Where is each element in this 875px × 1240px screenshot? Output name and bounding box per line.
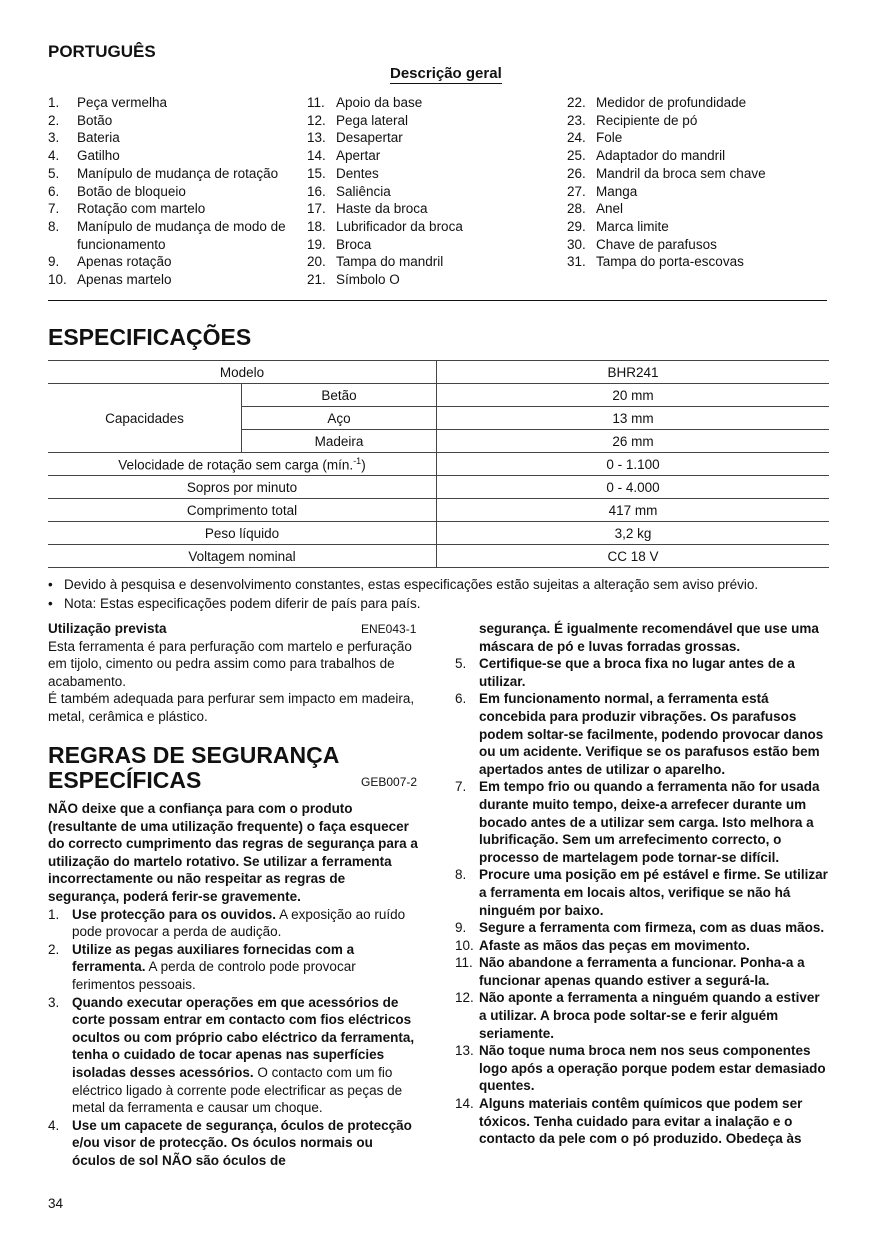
rule-bold-text: Use um capacete de segurança, óculos de protecção e/ou visor de protecção. Os óculos normais ou óculos de sol NÃO são óculos de [72,1117,412,1168]
part-number: 20. [307,254,326,270]
part-name: Broca [336,236,372,252]
part-number: 5. [48,165,60,181]
rule-bold-text: Segure a ferramenta com firmeza, com as duas mãos. [479,920,825,936]
list-item [567,147,837,165]
safety-title-line2: ESPECÍFICAS [48,767,202,793]
part-name: Dentes [336,165,379,181]
list-item [48,994,420,1117]
part-number: 25. [567,148,586,164]
intended-use-code: ENE043-1 [361,622,417,636]
list-item [455,1095,830,1148]
table-row [48,384,829,407]
part-number: 17. [307,201,326,217]
capacities-label: Capacidades [48,384,242,453]
part-number: 11. [307,95,325,110]
list-item [307,200,565,218]
part-name: Saliência [336,183,391,199]
spec-note-text: Nota: Estas especificações podem diferir de país para país. [64,596,421,611]
spec-value: 417 mm [437,499,830,522]
part-name: Botão de bloqueio [77,183,186,199]
intended-use-title: Utilização prevista [48,621,167,636]
spec-label: Voltagem nominal [48,545,437,568]
part-name: Bateria [77,130,120,146]
list-item [307,129,565,147]
list-item [455,937,830,955]
page-number: 34 [48,1196,64,1211]
rule-text [72,906,420,941]
part-name: Recipiente de pó [596,112,698,128]
list-item [307,183,565,201]
list-item [455,1042,830,1095]
specs-title: ESPECIFICAÇÕES [48,324,252,350]
rule-normal-text: O contacto com um fio eléctrico ligado à corrente pode electrificar as peças de metal da ferramenta e causar um choque. [72,1064,403,1116]
list-item [455,778,830,866]
rule-text [479,1095,830,1148]
list-item [48,271,306,289]
rule-normal-text: A exposição ao ruído pode provocar a perda de audição. [72,906,406,940]
part-number: 19. [307,236,326,252]
part-name: Apenas martelo [77,272,172,288]
list-item [307,218,565,236]
section-divider [48,300,827,301]
table-row [48,361,829,384]
list-item [455,989,830,1042]
part-number: 18. [307,218,326,234]
table-row [48,453,829,476]
list-item [455,690,830,778]
part-number: 7. [48,201,60,217]
table-row [48,499,829,522]
rule-text [479,1042,830,1095]
rule-bold-text: Procure uma posição em pé estável e firme. Se utilizar a ferramenta em locais altos, verifique se não há ninguém por baixo. [479,867,828,918]
bullet-icon: • [48,596,53,611]
part-name: Haste da broca [336,201,428,217]
model-label: Modelo [48,361,437,384]
spec-label: Peso líquido [48,522,437,545]
capacity-label: Aço [242,407,437,430]
rule-number: 10. [455,937,474,953]
part-name: Apertar [336,148,381,164]
speed-label-text: Velocidade de rotação sem carga (mín. [118,457,354,473]
part-number: 10. [48,272,67,288]
list-item [48,200,306,218]
list-item [455,620,830,655]
rule-bold-text: Utilize as pegas auxiliares fornecidas com a ferramenta. [72,941,355,975]
part-name: Tampa do porta-escovas [596,254,744,270]
part-name: Adaptador do mandril [596,148,726,164]
part-number: 29. [567,218,586,234]
speed-label [48,453,437,476]
rule-number: 14. [455,1096,474,1112]
rule-text [479,778,830,866]
rule-text [479,866,830,919]
safety-rules-right [455,655,830,1148]
rule-text [479,989,830,1042]
part-number: 4. [48,148,60,164]
part-number: 8. [48,218,60,234]
safety-left-column [48,800,420,1169]
rule-number: 2. [48,941,60,957]
part-number: 21. [307,272,326,288]
list-item [48,1117,420,1170]
part-number: 15. [307,165,326,181]
spec-note [48,594,758,613]
part-name: Manga [596,183,638,199]
bullet-icon: • [48,577,53,592]
list-item [567,253,837,271]
safety-title [48,743,339,793]
parts-column-2 [307,94,565,289]
part-name: Fole [596,130,623,146]
part-number: 31. [567,254,586,270]
rule-text [72,994,420,1117]
speed-value: 0 - 1.100 [437,453,830,476]
part-name: Peça vermelha [77,95,168,110]
rule-number: 12. [455,990,474,1006]
part-name: Tampa do mandril [336,254,444,270]
list-item [48,218,306,253]
list-item [455,866,830,919]
part-name: Pega lateral [336,112,409,128]
rule-text [479,937,830,955]
list-item [567,94,837,112]
table-row [48,522,829,545]
rule-number: 4. [48,1117,60,1133]
rule-text [72,1117,420,1170]
part-name: Apoio da base [336,95,423,110]
rule-text [479,954,830,989]
part-number: 9. [48,254,60,270]
part-name: Manípulo de mudança de modo de funcionamento [77,218,286,252]
speed-label-close: ) [361,457,366,473]
safety-title-line1: REGRAS DE SEGURANÇA [48,742,340,768]
part-number: 24. [567,130,586,146]
rule-number: 13. [455,1043,474,1059]
spec-value: 3,2 kg [437,522,830,545]
part-name: Mandril da broca sem chave [596,165,766,181]
rule-bold-text: Não aponte a ferramenta a ninguém quando a estiver a utilizar. A broca pode soltar-se e ferir alguém seriamente. [479,990,820,1041]
part-name: Medidor de profundidade [596,95,747,110]
part-number: 3. [48,130,60,146]
part-number: 22. [567,95,586,110]
rule-bold-text: Não toque numa broca nem nos seus componentes logo após a operação porque podem estar demasiado quentes. [479,1043,826,1094]
table-row [48,545,829,568]
list-item [567,236,837,254]
list-item [48,94,306,112]
rule-text [479,655,830,690]
list-item [48,253,306,271]
part-name: Manípulo de mudança de rotação [77,165,279,181]
list-item [455,655,830,690]
table-row [48,476,829,499]
list-item [567,165,837,183]
capacity-value: 20 mm [437,384,830,407]
list-item [48,112,306,130]
rule-bold-text: Afaste as mãos das peças em movimento. [479,937,750,953]
part-name: Desapertar [336,130,403,146]
spec-note-text: Devido à pesquisa e desenvolvimento constantes, estas especificações estão sujeitas a alteração sem aviso prévio. [64,577,759,592]
rule-number: 6. [455,691,467,707]
rule-bold-text: Alguns materiais contêm químicos que podem ser tóxicos. Tenha cuidado para evitar a inalação e o contacto da pele com o pó produzido. Obedeça às [479,1096,803,1147]
model-value: BHR241 [437,361,830,384]
safety-rules-left [48,906,420,1170]
list-item [567,112,837,130]
list-item [48,906,420,941]
rule-number: 1. [48,906,60,922]
part-name: Anel [596,201,624,217]
capacity-value: 13 mm [437,407,830,430]
rule-bold-text: Quando executar operações em que acessórios de corte possam entrar em contacto com fios eléctricos ocultos ou com próprio cabo eléctrico da ferramenta, tenha o cuidado de tocar apenas nas superfícies isoladas desses acessórios. [72,994,415,1080]
list-item [307,253,565,271]
part-name: Rotação com martelo [77,201,206,217]
part-number: 2. [48,112,60,128]
language-heading: PORTUGUÊS [48,42,156,61]
rule-bold-text: Não abandone a ferramenta a funcionar. Ponha-a a funcionar apenas quando estiver a segurá-la. [479,955,805,988]
list-item [455,954,830,989]
part-number: 27. [567,183,586,199]
spec-value: 0 - 4.000 [437,476,830,499]
list-item [48,165,306,183]
rule-number: 5. [455,656,467,672]
rule-number: 3. [48,994,60,1010]
safety-code: GEB007-2 [361,775,418,789]
spec-notes [48,575,758,613]
rule-number: 8. [455,867,467,883]
rule-number: 7. [455,779,467,795]
list-item [567,218,837,236]
rule-number: 9. [455,920,467,936]
part-number: 16. [307,183,326,199]
rule-normal-text: A perda de controlo pode provocar ferimentos pessoais. [72,959,356,992]
part-name: Lubrificador da broca [336,218,463,234]
list-item [48,129,306,147]
rule-4-continuation: segurança. É igualmente recomendável que use uma máscara de pó e luvas forradas grossas. [479,621,819,654]
intended-use-p2: É também adequada para perfurar sem impacto em madeira, metal, cerâmica e plástico. [48,691,415,724]
list-item [307,112,565,130]
intended-use-p1: Esta ferramenta é para perfuração com martelo e perfuração em tijolo, cimento ou pedra assim como para trabalhos de acabamento. [48,638,412,689]
specs-table [48,360,829,568]
list-item [48,941,420,994]
list-item [307,147,565,165]
part-name: Marca limite [596,218,669,234]
list-item [307,236,565,254]
safety-right-column [455,620,830,1148]
part-name: Símbolo O [336,272,400,288]
safety-intro: NÃO deixe que a confiança para com o produto (resultante de uma utilização frequente) o faça esquecer do correcto cumprimento das regras de segurança para a utilização do martelo rotativo. Se utilizar a ferramenta incorrectamente ou não respeitar as regras de segurança, poderá ferir-se gravemente. [48,801,418,904]
part-number: 6. [48,183,60,199]
list-item [48,183,306,201]
rule-bold-text: Em tempo frio ou quando a ferramenta não for usada durante muito tempo, deixe-a arrefecer durante um bocado antes de a utilizar sem carga. Isto melhora a lubrificação. Sem um arrefecimento correcto, o processo de martelagem pode tornar-se difícil. [479,779,820,865]
part-number: 14. [307,148,326,164]
capacity-value: 26 mm [437,430,830,453]
part-name: Apenas rotação [77,254,172,270]
parts-column-1 [48,94,306,289]
list-item [455,919,830,937]
part-name: Chave de parafusos [596,236,717,252]
list-item [307,94,565,112]
rule-bold-text: Certifique-se que a broca fixa no lugar antes de a utilizar. [479,656,795,689]
parts-column-3 [567,94,837,271]
list-item [307,271,565,289]
part-name: Gatilho [77,148,120,164]
speed-label-sup: -1 [353,455,362,466]
rule-bold-text: Use protecção para os ouvidos. [72,906,277,922]
spec-note [48,575,758,594]
spec-label: Comprimento total [48,499,437,522]
general-description-title: Descrição geral [390,65,502,82]
rule-text [72,941,420,994]
list-item [567,200,837,218]
part-number: 12. [307,112,326,128]
part-name: Botão [77,112,113,128]
rule-number: 11. [455,955,473,971]
part-number: 13. [307,130,326,146]
list-item [307,165,565,183]
part-number: 23. [567,112,586,128]
part-number: 28. [567,201,586,217]
capacity-label: Madeira [242,430,437,453]
spec-label: Sopros por minuto [48,476,437,499]
spec-value: CC 18 V [437,545,830,568]
part-number: 1. [48,95,60,110]
part-number: 30. [567,236,586,252]
list-item [567,129,837,147]
part-number: 26. [567,165,586,181]
capacity-label: Betão [242,384,437,407]
rule-text [479,919,830,937]
rule-bold-text: Em funcionamento normal, a ferramenta está concebida para produzir vibrações. Os parafusos podem soltar-se facilmente, podendo provocar danos ou um acidente. Verifique se os parafusos estão bem apertados antes de utilizar o aparelho. [479,691,824,777]
list-item [48,147,306,165]
rule-text [479,690,830,778]
list-item [567,183,837,201]
